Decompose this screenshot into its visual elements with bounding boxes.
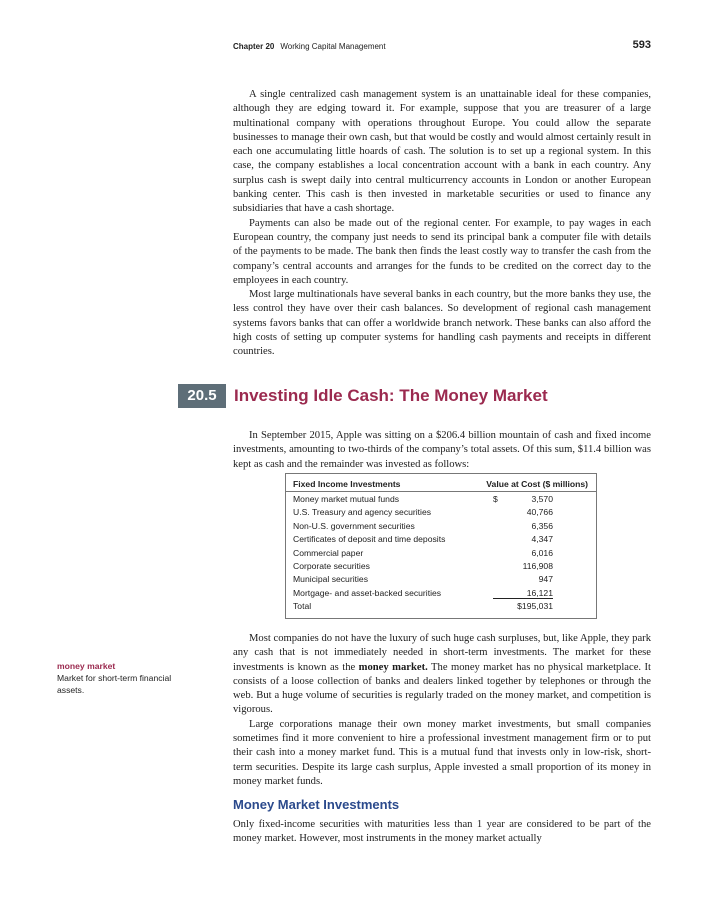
subsection-title: Money Market Investments [233, 797, 400, 812]
chapter-label: Chapter 20 Working Capital Management [233, 42, 386, 51]
key-term-money-market: money market. [358, 661, 428, 673]
table-row: Commercial paper 6,016 [293, 547, 553, 558]
glossary-term: money market [57, 661, 116, 671]
table-row: Corporate securities 116,908 [293, 560, 553, 571]
margin-glossary-note [57, 660, 177, 696]
table-body [286, 493, 596, 614]
section-intro-block [233, 429, 651, 472]
table-row: U.S. Treasury and agency securities 40,766 [293, 507, 553, 518]
paragraph: Most large multinationals have several banks in each country, but the more banks they use, the less control they have over their cash balances. So development of regional cash management systems favors banks that can offer a worldwide branch network. These banks can also afford the high costs of setting up computer systems for handling cash payments and receipts in different countries. [233, 289, 651, 358]
paragraph: Only fixed-income securities with maturities less than 1 year are considered to be part of the money market. However, most instruments in the money market actually [233, 819, 651, 845]
column-header-value: Value at Cost ($ millions) [486, 479, 588, 489]
table-row: Certificates of deposit and time deposits 4,347 [293, 534, 553, 545]
subsection-text-block [233, 818, 651, 847]
table-row: Non-U.S. government securities 6,356 [293, 520, 553, 531]
table-header [286, 474, 596, 492]
section-number: 20.5 [178, 384, 226, 408]
running-header [233, 39, 651, 53]
table-total-row: Total $195,031 [293, 601, 553, 612]
paragraph: In September 2015, Apple was sitting on a $206.4 billion mountain of cash and fixed income investments, amounting to two-thirds of the company’s total assets. Of this sum, $11.4 billion was kept as cash and the remainder was invested as follows: [233, 430, 651, 470]
table-row: Mortgage- and asset-backed securities 16,121 [293, 587, 553, 598]
section-title: Investing Idle Cash: The Money Market [234, 386, 548, 405]
paragraph: Large corporations manage their own money market investments, but small companies sometimes find it more convenient to hire a professional investment management firm or to put their cash into a money market fund. This is a mutual fund that invests only in low-risk, short-term securities. Despite its large cash surplus, Apple invested a small proportion of its money in money market funds. [233, 718, 651, 787]
paragraph: Payments can also be made out of the regional center. For example, to pay wages in each European country, the company just needs to send its principal bank a computer file with details of the payments to be made. The bank then finds the least costly way to transfer the cash from the company’s central accounts and arranges for the funds to be credited on the correct day to the employees in each country. [233, 217, 651, 286]
paragraph: Most companies do not have the luxury of such huge cash surpluses, but, like Apple, they park any cash that is not immediately needed in short-term investments. The market for these investments is known as the money market. The money market has no physical marketplace. It consists of a loose collection of banks and dealers linked together by telephones or through the web. But a huge volume of securities is regularly traded on the money market, and competition is vigorous. [233, 633, 651, 716]
page-number: 593 [632, 39, 651, 51]
money-market-text-block [233, 632, 651, 789]
glossary-definition: Market for short-term financial assets. [57, 673, 172, 695]
investments-table [285, 473, 597, 619]
column-header-investments: Fixed Income Investments [293, 479, 401, 489]
intro-text-block [233, 88, 651, 360]
table-row: Municipal securities 947 [293, 574, 553, 585]
paragraph: A single centralized cash management system is an unattainable ideal for these companies, although they are edging toward it. For example, suppose that you are treasurer of a large multinational company with operations throughout Europe. You could allow the separate businesses to manage their own cash, but that would be costly and would almost certainly result in each one accumulating little hoards of cash. The solution is to set up a regional system. In this case, the company establishes a local concentration account with a bank in each country. Any surplus cash is swept daily into central multicurrency accounts in London or another European banking center. This cash is then invested in marketable securities or used to finance any subsidiaries that have a cash shortage. [233, 89, 651, 215]
table-row: Money market mutual funds $ 3,570 [293, 494, 553, 504]
chapter-title: Working Capital Management [280, 42, 386, 51]
